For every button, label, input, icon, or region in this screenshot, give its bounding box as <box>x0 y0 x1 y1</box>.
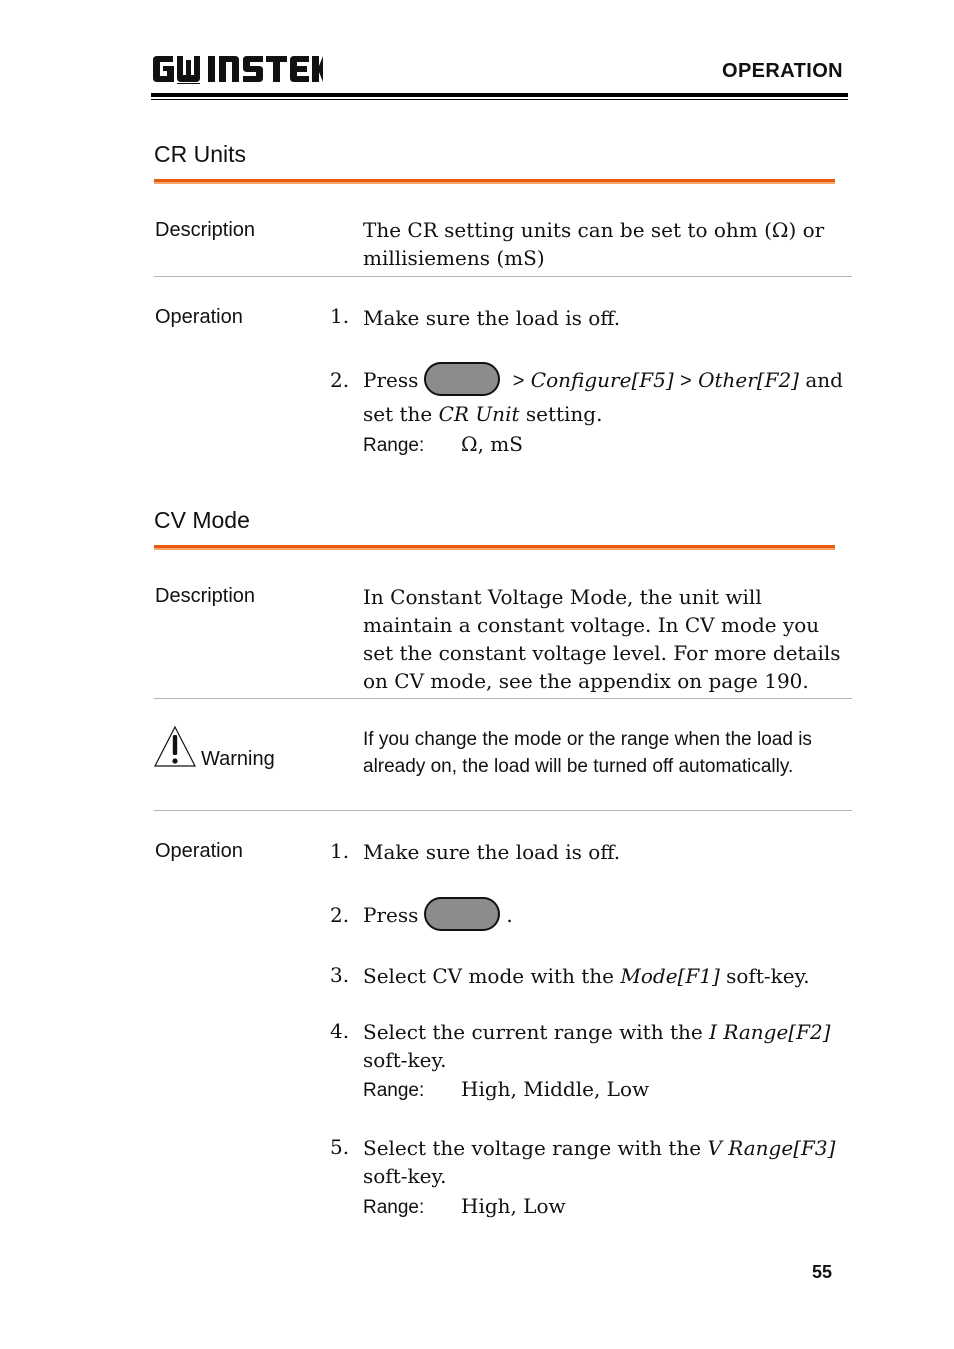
warning-label: Warning <box>201 748 275 770</box>
operation-label: Operation <box>155 306 243 328</box>
step-text <box>363 364 843 399</box>
section-rule <box>154 545 835 550</box>
page-number: 55 <box>812 1262 833 1282</box>
mode-key-button[interactable] <box>424 897 500 931</box>
press-word: Press <box>363 903 419 927</box>
text-fragment: set the <box>363 402 433 426</box>
step-text: Make sure the load is off. <box>363 840 621 864</box>
divider <box>154 276 852 277</box>
section-title-cr-units: CR Units <box>154 141 247 167</box>
step-text <box>363 899 843 934</box>
divider <box>154 810 852 811</box>
step-number: 2. <box>330 903 350 927</box>
i-range-softkey: I Range[F2] <box>709 1020 831 1044</box>
other-softkey: Other[F2] <box>698 368 799 392</box>
and-word: and <box>805 368 843 392</box>
step-number: 1. <box>330 304 350 328</box>
step-text <box>363 960 843 992</box>
menu-separator: > <box>512 370 525 392</box>
step-text-continued: soft-key. <box>363 1048 447 1072</box>
header-rule <box>151 93 848 97</box>
function-key-button[interactable] <box>424 362 500 396</box>
cr-unit-setting: CR Unit <box>438 402 520 426</box>
description-label: Description <box>155 585 256 607</box>
range-row <box>363 1077 649 1102</box>
range-label: Range: <box>363 435 425 456</box>
operation-label: Operation <box>155 840 243 862</box>
text-fragment: Select the current range with the <box>363 1020 703 1044</box>
text-fragment: soft-key. <box>726 964 810 988</box>
text-fragment: Select CV mode with the <box>363 964 615 988</box>
period: . <box>506 903 513 927</box>
cr-units-description: The CR setting units can be set to ohm (Ω) or millisiemens (mS) <box>363 218 825 270</box>
range-value: High, Middle, Low <box>461 1077 650 1101</box>
warning-icon <box>153 725 197 769</box>
range-value: High, Low <box>461 1194 566 1218</box>
step-number: 5. <box>330 1135 350 1159</box>
range-row <box>363 1194 566 1219</box>
step-number: 4. <box>330 1019 350 1043</box>
text-fragment: Select the voltage range with the <box>363 1136 702 1160</box>
step-text-continued: soft-key. <box>363 1164 447 1188</box>
section-header: OPERATION <box>721 60 843 82</box>
step-number: 3. <box>330 963 350 987</box>
divider <box>154 698 852 699</box>
header-rule-thin <box>151 99 848 100</box>
section-rule <box>154 179 835 184</box>
warning-text: If you change the mode or the range when the load is already on, the load will be turned off automatically. <box>363 729 812 777</box>
description-label: Description <box>155 219 256 241</box>
configure-softkey: Configure[F5] <box>530 368 674 392</box>
range-label: Range: <box>363 1080 425 1101</box>
press-word: Press <box>363 368 419 392</box>
text-fragment: setting. <box>525 402 603 426</box>
gw-instek-logo <box>153 56 323 84</box>
section-title-cv-mode: CV Mode <box>154 507 250 533</box>
v-range-softkey: V Range[F3] <box>707 1136 836 1160</box>
step-number: 1. <box>330 839 350 863</box>
cv-mode-description: In Constant Voltage Mode, the unit will maintain a constant voltage. In CV mode you set the constant voltage level. For more details on CV mode, see the appendix on page 190. <box>363 585 841 693</box>
step-number: 2. <box>330 368 350 392</box>
menu-separator: > <box>680 370 692 392</box>
step-text-continued <box>363 398 843 430</box>
step-text: Make sure the load is off. <box>363 306 621 330</box>
range-value: Ω, mS <box>461 432 523 456</box>
range-label: Range: <box>363 1197 425 1218</box>
range-row <box>363 432 523 457</box>
mode-softkey: Mode[F1] <box>620 964 720 988</box>
